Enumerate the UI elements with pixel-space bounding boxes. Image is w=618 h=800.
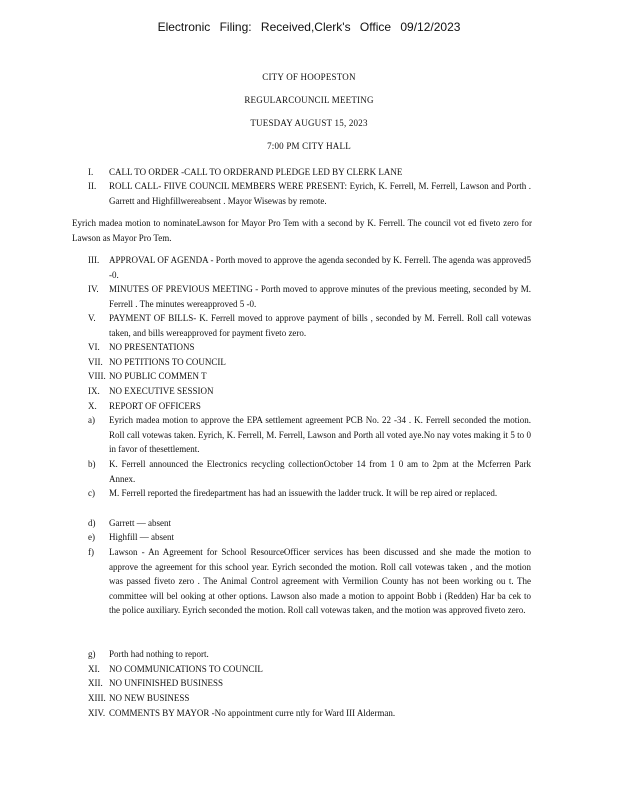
- agenda-item-report-of-officers: X. REPORT OF OFFICERS: [88, 401, 201, 411]
- city-name: CITY OF HOOPESTON: [262, 72, 356, 82]
- officer-report-c: c) M. Ferrell reported the firedepartment has had an issuewith the ladder truck. It will be rep aired or replaced.: [88, 488, 498, 498]
- agenda-item-roll-call: II. ROLL CALL- FIIVE COUNCIL MEMBERS WERE PRESENT: Eyrich, K. Ferrell, M. Ferrell, Lawson and Porth . Garrett and Highfillwereabsent . Mayor Wisewas by remote.: [88, 181, 531, 206]
- agenda-item-communications: XI. NO COMMUNICATIONS TO COUNCIL: [88, 664, 263, 674]
- agenda-item-executive-session: IX. NO EXECUTIVE SESSION: [88, 386, 214, 396]
- agenda-item-public-comment: VIII. NO PUBLIC COMMEN T: [88, 371, 207, 381]
- officer-report-f: f) Lawson - An Agreement for School ResourceOfficer services has been discussed and she made the motion to approve the agreement for this school year. Eyrich seconded the motion. Roll call votewas taken , and the motion was passed fiveto zero . The Animal Control agreement with Vermilion County has not been working ou t. The committee will bel ooking at other options. Lawson also made a motion to appoint Bobb i (Redden) Har ba cek to the police auxiliary. Eyrich seconded the motion. Roll call votewas taken, and the motion was approved fiveto zero.: [88, 547, 531, 616]
- agenda-item-petitions: VII. NO PETITIONS TO COUNCIL: [88, 357, 226, 367]
- agenda-item-bills: V. PAYMENT OF BILLS- K. Ferrell moved to approve payment of bills , seconded by M. Ferrell. Roll call votewas taken, and bills wereapproved for payment fiveto zero.: [88, 313, 531, 338]
- officer-report-g: g) Porth had nothing to report.: [88, 649, 209, 659]
- meeting-time-place: 7:00 PM CITY HALL: [267, 141, 351, 151]
- agenda-item-presentations: VI. NO PRESENTATIONS: [88, 342, 195, 352]
- filing-stamp: Electronic Filing: Received,Clerk's Office 09/12/2023: [157, 20, 461, 34]
- officer-report-b: b) K. Ferrell announced the Electronics recycling collectionOctober 14 from 1 0 am to 2pm at the Mcferren Park Annex.: [88, 459, 531, 484]
- officer-report-e: e) Highfill — absent: [88, 532, 174, 542]
- agenda-item-call-to-order: I. CALL TO ORDER -CALL TO ORDERAND PLEDGE LED BY CLERK LANE: [88, 167, 403, 177]
- meeting-title: REGULARCOUNCIL MEETING: [244, 95, 374, 105]
- officer-report-d: d) Garrett — absent: [88, 518, 171, 528]
- agenda-item-minutes: IV. MINUTES OF PREVIOUS MEETING - Porth moved to approve minutes of the previous meeting, seconded by M. Ferrell . The minutes wereapproved 5 -0.: [88, 284, 531, 309]
- officer-report-a: a) Eyrich madea motion to approve the EPA settlement agreement PCB No. 22 -34 . K. Ferrell seconded the motion. Roll call votewas taken. Eyrich, K. Ferrell, M. Ferrell, Lawson and Porth all voted aye.No nay votes making it 5 to 0 in favor of thesettlement.: [88, 415, 531, 455]
- pro-tem-paragraph: Eyrich madea motion to nominateLawson for Mayor Pro Tem with a second by K. Ferrell. The council vot ed fiveto zero for Lawson as Mayor Pro Tem.: [72, 218, 532, 243]
- meeting-date: TUESDAY AUGUST 15, 2023: [250, 118, 368, 128]
- agenda-item-unfinished-business: XII. NO UNFINISHED BUSINESS: [88, 678, 224, 688]
- agenda-item-approval: III. APPROVAL OF AGENDA - Porth moved to approve the agenda seconded by K. Ferrell. The agenda was approved5 -0.: [88, 255, 531, 280]
- agenda-item-mayor-comments: XIV. COMMENTS BY MAYOR -No appointment curre ntly for Ward III Alderman.: [88, 708, 396, 718]
- agenda-item-new-business: XIII. NO NEW BUSINESS: [88, 693, 190, 703]
